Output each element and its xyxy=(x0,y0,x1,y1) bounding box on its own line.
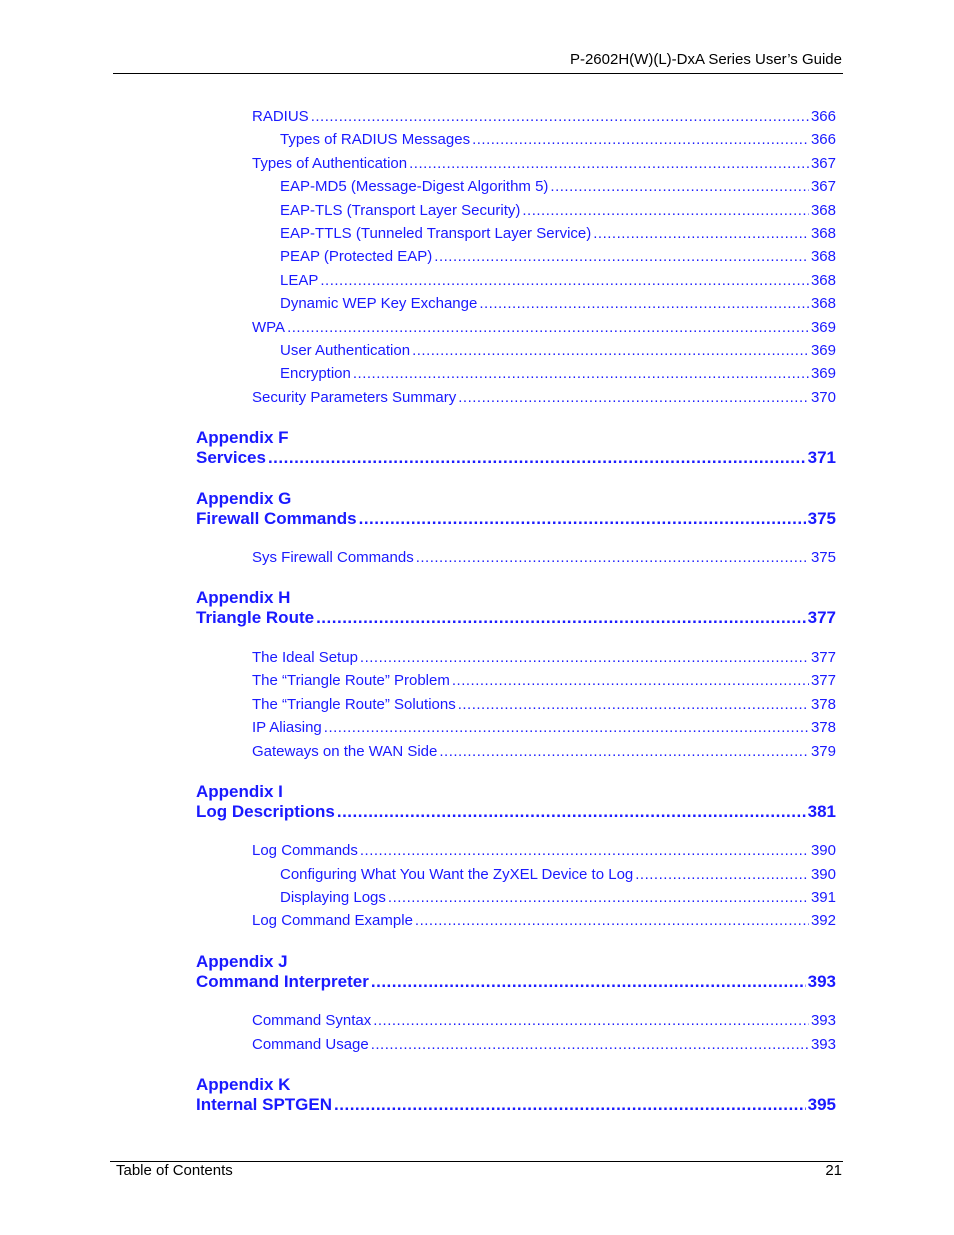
dot-leader xyxy=(458,696,809,714)
toc-entry-page: 381 xyxy=(807,802,836,821)
toc-entry-title: EAP-TTLS (Tunneled Transport Layer Service) xyxy=(280,225,592,242)
footer-page-number: 21 xyxy=(825,1162,842,1179)
toc-entry-page: 368 xyxy=(810,295,836,312)
toc-entry-page: 367 xyxy=(810,178,836,195)
dot-leader xyxy=(359,509,806,529)
dot-leader xyxy=(316,608,806,628)
dot-leader xyxy=(371,972,806,992)
dot-leader xyxy=(360,649,809,667)
dot-leader xyxy=(416,549,809,567)
toc-entry-title: Command Syntax xyxy=(252,1012,372,1029)
appendix-label[interactable]: Appendix I xyxy=(196,782,283,801)
dot-leader xyxy=(409,155,809,173)
toc-subsection-entry[interactable] xyxy=(280,131,836,149)
dot-leader xyxy=(472,131,809,149)
dot-leader xyxy=(373,1012,809,1030)
toc-entry-title: Sys Firewall Commands xyxy=(252,549,414,566)
toc-subsection-entry[interactable] xyxy=(280,272,836,290)
dot-leader xyxy=(458,389,809,407)
toc-subsection-entry[interactable] xyxy=(280,295,836,313)
dot-leader xyxy=(337,802,806,822)
toc-subsection-entry[interactable] xyxy=(280,866,836,884)
toc-entry-page: 378 xyxy=(810,696,836,713)
toc-entry-title: EAP-MD5 (Message-Digest Algorithm 5) xyxy=(280,178,549,195)
dot-leader xyxy=(287,319,809,337)
toc-entry-title: Dynamic WEP Key Exchange xyxy=(280,295,478,312)
toc-entry-page: 370 xyxy=(810,389,836,406)
dot-leader xyxy=(479,295,809,313)
toc-entry-page: 368 xyxy=(810,248,836,265)
toc-section-entry[interactable] xyxy=(252,912,836,930)
toc-entry-page: 368 xyxy=(810,202,836,219)
toc-subsection-entry[interactable] xyxy=(280,178,836,196)
dot-leader xyxy=(353,365,809,383)
toc-appendix-entry[interactable] xyxy=(196,448,836,468)
toc-entry-title: Triangle Route xyxy=(196,608,315,627)
running-header-title: P-2602H(W)(L)-DxA Series User’s Guide xyxy=(569,51,842,68)
toc-entry-page: 371 xyxy=(807,448,836,467)
toc-entry-page: 391 xyxy=(810,889,836,906)
toc-subsection-entry[interactable] xyxy=(280,365,836,383)
appendix-label[interactable]: Appendix J xyxy=(196,952,288,971)
toc-appendix-entry[interactable] xyxy=(196,1095,836,1115)
toc-entry-page: 369 xyxy=(810,342,836,359)
toc-section-entry[interactable] xyxy=(252,719,836,737)
footer-section-title: Table of Contents xyxy=(116,1162,233,1179)
toc-entry-title: User Authentication xyxy=(280,342,411,359)
dot-leader xyxy=(550,178,809,196)
dot-leader xyxy=(371,1036,809,1054)
toc-entry-page: 366 xyxy=(810,108,836,125)
toc-entry-page: 393 xyxy=(810,1012,836,1029)
toc-subsection-entry[interactable] xyxy=(280,248,836,266)
dot-leader xyxy=(635,866,809,884)
toc-entry-page: 393 xyxy=(810,1036,836,1053)
toc-section-entry[interactable] xyxy=(252,743,836,761)
toc-entry-title: Command Interpreter xyxy=(196,972,369,991)
toc-entry-page: 375 xyxy=(810,549,836,566)
toc-section-entry[interactable] xyxy=(252,696,836,714)
toc-entry-title: EAP-TLS (Transport Layer Security) xyxy=(280,202,521,219)
appendix-label[interactable]: Appendix F xyxy=(196,428,289,447)
toc-entry-page: 392 xyxy=(810,912,836,929)
toc-section-entry[interactable] xyxy=(252,389,836,407)
dot-leader xyxy=(320,272,809,290)
toc-appendix-entry[interactable] xyxy=(196,972,836,992)
appendix-label[interactable]: Appendix H xyxy=(196,588,291,607)
toc-section-entry[interactable] xyxy=(252,1012,836,1030)
appendix-label[interactable]: Appendix K xyxy=(196,1075,291,1094)
toc-entry-title: PEAP (Protected EAP) xyxy=(280,248,433,265)
toc-entry-page: 367 xyxy=(810,155,836,172)
toc-entry-page: 377 xyxy=(810,649,836,666)
toc-entry-page: 377 xyxy=(807,608,836,627)
dot-leader xyxy=(388,889,809,907)
toc-entry-page: 366 xyxy=(810,131,836,148)
toc-entry-title: Displaying Logs xyxy=(280,889,386,906)
toc-entry-title: Encryption xyxy=(280,365,351,382)
toc-entry-title: IP Aliasing xyxy=(252,719,322,736)
toc-entry-title: Types of RADIUS Messages xyxy=(280,131,471,148)
toc-entry-title: Internal SPTGEN xyxy=(196,1095,333,1114)
dot-leader xyxy=(452,672,809,690)
toc-entry-page: 377 xyxy=(810,672,836,689)
toc-entry-page: 395 xyxy=(807,1095,836,1114)
toc-entry-page: 368 xyxy=(810,225,836,242)
toc-subsection-entry[interactable] xyxy=(280,202,836,220)
toc-appendix-entry[interactable] xyxy=(196,608,836,628)
toc-subsection-entry[interactable] xyxy=(280,889,836,907)
toc-section-entry[interactable] xyxy=(252,649,836,667)
dot-leader xyxy=(522,202,809,220)
toc-entry-page: 393 xyxy=(807,972,836,991)
toc-appendix-entry[interactable] xyxy=(196,509,836,529)
toc-entry-title: The “Triangle Route” Solutions xyxy=(252,696,456,713)
toc-entry-page: 390 xyxy=(810,866,836,883)
toc-entry-title: WPA xyxy=(252,319,286,336)
toc-entry-title: Log Commands xyxy=(252,842,358,859)
toc-section-entry[interactable] xyxy=(252,1036,836,1054)
toc-entry-title: Types of Authentication xyxy=(252,155,408,172)
toc-section-entry[interactable] xyxy=(252,108,836,126)
toc-entry-title: Firewall Commands xyxy=(196,509,357,528)
toc-entry-page: 369 xyxy=(810,365,836,382)
toc-section-entry[interactable] xyxy=(252,842,836,860)
dot-leader xyxy=(434,248,809,266)
dot-leader xyxy=(311,108,809,126)
toc-entry-page: 379 xyxy=(810,743,836,760)
toc-entry-title: The Ideal Setup xyxy=(252,649,358,666)
toc-section-entry[interactable] xyxy=(252,672,836,690)
toc-entry-title: LEAP xyxy=(280,272,319,289)
toc-entry-title: Configuring What You Want the ZyXEL Device to Log xyxy=(280,866,634,883)
toc-section-entry[interactable] xyxy=(252,319,836,337)
toc-entry-page: 369 xyxy=(810,319,836,336)
toc-entry-title: Log Descriptions xyxy=(196,802,335,821)
toc-entry-page: 368 xyxy=(810,272,836,289)
toc-entry-title: The “Triangle Route” Problem xyxy=(252,672,450,689)
toc-entry-page: 390 xyxy=(810,842,836,859)
toc-subsection-entry[interactable] xyxy=(280,225,836,243)
toc-entry-page: 378 xyxy=(810,719,836,736)
toc-entry-title: Log Command Example xyxy=(252,912,413,929)
toc-subsection-entry[interactable] xyxy=(280,342,836,360)
dot-leader xyxy=(439,743,809,761)
toc-section-entry[interactable] xyxy=(252,549,836,567)
appendix-label[interactable]: Appendix G xyxy=(196,489,292,508)
toc-entry-title: Gateways on the WAN Side xyxy=(252,743,438,760)
toc-entry-title: Command Usage xyxy=(252,1036,369,1053)
toc-section-entry[interactable] xyxy=(252,155,836,173)
dot-leader xyxy=(415,912,809,930)
dot-leader xyxy=(334,1095,806,1115)
toc-entry-page: 375 xyxy=(807,509,836,528)
dot-leader xyxy=(412,342,809,360)
dot-leader xyxy=(360,842,809,860)
toc-appendix-entry[interactable] xyxy=(196,802,836,822)
toc-entry-title: Security Parameters Summary xyxy=(252,389,457,406)
toc-entry-title: Services xyxy=(196,448,266,467)
dot-leader xyxy=(324,719,809,737)
dot-leader xyxy=(593,225,809,243)
dot-leader xyxy=(268,448,806,468)
toc-entry-title: RADIUS xyxy=(252,108,309,125)
